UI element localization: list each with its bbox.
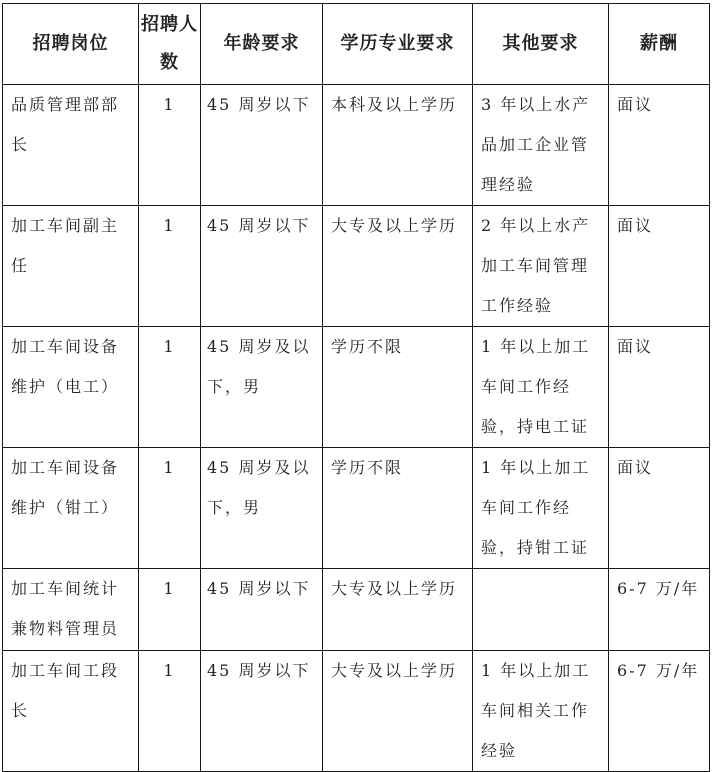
cell-age: 45 周岁及以下，男 (201, 327, 323, 448)
cell-age: 45 周岁以下 (201, 569, 323, 651)
cell-other: 1 年以上加工车间工作经验，持钳工证 (473, 448, 609, 569)
header-row (3, 4, 710, 85)
cell-salary: 面议 (609, 327, 710, 448)
cell-position: 加工车间设备维护（电工） (3, 327, 139, 448)
cell-count: 1 (139, 206, 201, 327)
cell-count: 1 (139, 448, 201, 569)
header-count: 招聘人数 (139, 4, 201, 85)
cell-salary: 面议 (609, 85, 710, 206)
cell-other: 2 年以上水产加工车间管理工作经验 (473, 206, 609, 327)
cell-position: 加工车间副主任 (3, 206, 139, 327)
cell-age: 45 周岁以下 (201, 206, 323, 327)
cell-education: 大专及以上学历 (323, 569, 473, 651)
cell-age: 45 周岁及以下，男 (201, 448, 323, 569)
cell-age: 45 周岁以下 (201, 651, 323, 772)
table-row (3, 651, 710, 772)
recruitment-table (2, 3, 710, 772)
cell-education: 本科及以上学历 (323, 85, 473, 206)
cell-count: 1 (139, 327, 201, 448)
cell-education: 大专及以上学历 (323, 206, 473, 327)
cell-education: 大专及以上学历 (323, 651, 473, 772)
cell-count: 1 (139, 569, 201, 651)
table-row (3, 448, 710, 569)
cell-other: 1 年以上加工车间相关工作经验 (473, 651, 609, 772)
cell-salary: 6-7 万/年 (609, 569, 710, 651)
cell-position: 品质管理部部长 (3, 85, 139, 206)
cell-other: 3 年以上水产品加工企业管理经验 (473, 85, 609, 206)
cell-salary: 面议 (609, 206, 710, 327)
cell-count: 1 (139, 651, 201, 772)
header-other: 其他要求 (473, 4, 609, 85)
cell-other (473, 569, 609, 651)
cell-education: 学历不限 (323, 327, 473, 448)
cell-age: 45 周岁以下 (201, 85, 323, 206)
cell-other: 1 年以上加工车间工作经验，持电工证 (473, 327, 609, 448)
header-position: 招聘岗位 (3, 4, 139, 85)
table-row (3, 206, 710, 327)
table-row (3, 569, 710, 651)
table-row (3, 85, 710, 206)
header-age: 年龄要求 (201, 4, 323, 85)
cell-education: 学历不限 (323, 448, 473, 569)
header-salary: 薪酬 (609, 4, 710, 85)
cell-position: 加工车间统计兼物料管理员 (3, 569, 139, 651)
cell-salary: 6-7 万/年 (609, 651, 710, 772)
table-row (3, 327, 710, 448)
cell-position: 加工车间工段长 (3, 651, 139, 772)
cell-count: 1 (139, 85, 201, 206)
cell-position: 加工车间设备维护（钳工） (3, 448, 139, 569)
header-education: 学历专业要求 (323, 4, 473, 85)
cell-salary: 面议 (609, 448, 710, 569)
